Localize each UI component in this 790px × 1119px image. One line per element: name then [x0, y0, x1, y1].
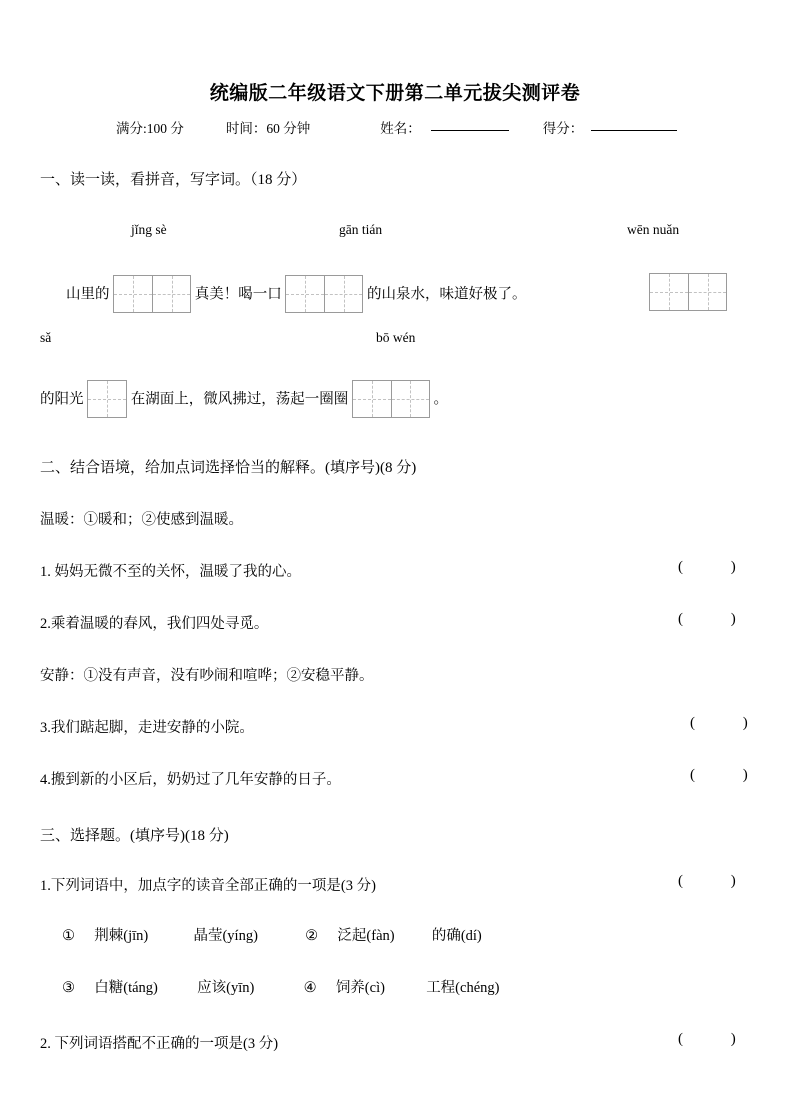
answer-blank-s2-q2[interactable]: ( )	[678, 611, 758, 627]
tianzige-group-gantian[interactable]	[285, 275, 363, 313]
sentence-2-text-b: 在湖面上，微风拂过，荡起一圈圈	[130, 391, 349, 408]
sentence-1-text-b: 真美！喝一口	[194, 286, 282, 303]
section-3-heading: 三、选择题。(填序号)(18 分)	[40, 828, 229, 844]
section-3-question-2: 2. 下列词语搭配不正确的一项是(3 分)	[40, 1036, 279, 1052]
option-1-word-2: 晶莹(yíng)	[193, 928, 258, 944]
option-marker-3[interactable]: ③	[62, 980, 75, 996]
section-1-sentence-1	[66, 276, 527, 314]
section-2-definition-wennuan: 温暖：①暖和；②使感到温暖。	[40, 512, 243, 528]
section-3-question-1: 1.下列词语中，加点字的读音全部正确的一项是(3 分)	[40, 878, 376, 894]
pinyin-jing-se: jǐng sè	[131, 222, 167, 237]
pinyin-bo-wen: bō wén	[376, 330, 416, 345]
tianzige-cell[interactable]	[286, 276, 324, 312]
answer-blank-s2-q3[interactable]: ( )	[690, 715, 770, 731]
tianzige-group-wennuan-wrapper	[649, 274, 727, 312]
section-3-q1-options-row-2	[62, 976, 499, 997]
section-2-question-4: 4.搬到新的小区后，奶奶过了几年安静的日子。	[40, 772, 341, 788]
score-field[interactable]	[591, 129, 677, 131]
section-2-definition-anjing: 安静：①没有声音，没有吵闹和喧哗；②安稳平静。	[40, 668, 374, 684]
section-2-heading: 二、结合语境，给加点词选择恰当的解释。(填序号)(8 分)	[40, 460, 417, 476]
option-marker-1[interactable]: ①	[62, 928, 75, 944]
option-3-word-2: 应该(yīn)	[197, 980, 255, 996]
student-name-field[interactable]	[431, 129, 509, 131]
full-marks-label: 满分:100 分	[116, 121, 184, 136]
option-1-word-1: 荆棘(jīn)	[94, 928, 149, 944]
option-marker-4[interactable]: ④	[303, 980, 317, 996]
option-2-word-1: 泛起(fàn)	[337, 928, 395, 944]
section-3-q1-options-row-1	[62, 924, 482, 945]
tianzige-group-wennuan[interactable]	[649, 273, 727, 311]
answer-blank-s3-q2[interactable]: ( )	[678, 1031, 758, 1047]
tianzige-cell[interactable]	[114, 276, 152, 312]
tianzige-group-bowen[interactable]	[352, 380, 430, 418]
section-2-question-1: 1. 妈妈无微不至的关怀，温暖了我的心。	[40, 564, 301, 580]
student-name-label: 姓名：	[380, 121, 421, 136]
section-2-question-3: 3.我们踮起脚，走进安静的小院。	[40, 720, 254, 736]
section-1-heading: 一、读一读，看拼音，写字词。（18 分）	[40, 172, 307, 188]
sentence-1-text-a: 山里的	[66, 286, 110, 303]
header-meta-row	[116, 105, 790, 137]
page-title: 统编版二年级语文下册第二单元拔尖测评卷	[209, 82, 581, 104]
score-label: 得分：	[542, 121, 584, 136]
tianzige-cell[interactable]	[324, 276, 362, 312]
option-2-word-2: 的确(dí)	[431, 928, 482, 944]
option-3-word-1: 白糖(táng)	[94, 980, 158, 996]
time-limit-label: 时间：60 分钟	[225, 121, 311, 136]
section-1-sentence-2	[40, 381, 448, 419]
answer-blank-s2-q4[interactable]: ( )	[690, 767, 770, 783]
tianzige-group-jingse[interactable]	[113, 275, 191, 313]
tianzige-cell[interactable]	[688, 274, 726, 310]
tianzige-cell[interactable]	[650, 274, 688, 310]
tianzige-cell[interactable]	[353, 381, 391, 417]
sentence-2-text-a: 的阳光	[40, 391, 84, 408]
tianzige-cell[interactable]	[391, 381, 429, 417]
option-4-word-1: 饲养(cì)	[335, 980, 385, 996]
sentence-2-text-c: 。	[433, 391, 448, 408]
pinyin-sa: sǎ	[40, 330, 52, 345]
sentence-1-text-c: 的山泉水，味道好极了。	[367, 286, 527, 303]
option-marker-2[interactable]: ②	[305, 928, 319, 944]
tianzige-cell[interactable]	[152, 276, 190, 312]
pinyin-wen-nuan: wēn nuǎn	[627, 222, 680, 237]
answer-blank-s2-q1[interactable]: ( )	[678, 559, 758, 575]
section-2-question-2: 2.乘着温暖的春风，我们四处寻觅。	[40, 616, 269, 632]
tianzige-group-sa[interactable]	[87, 380, 127, 418]
option-4-word-2: 工程(chéng)	[426, 980, 500, 996]
answer-blank-s3-q1[interactable]: ( )	[678, 873, 758, 889]
pinyin-gan-tian: gān tián	[339, 222, 383, 237]
tianzige-cell[interactable]	[88, 381, 126, 417]
